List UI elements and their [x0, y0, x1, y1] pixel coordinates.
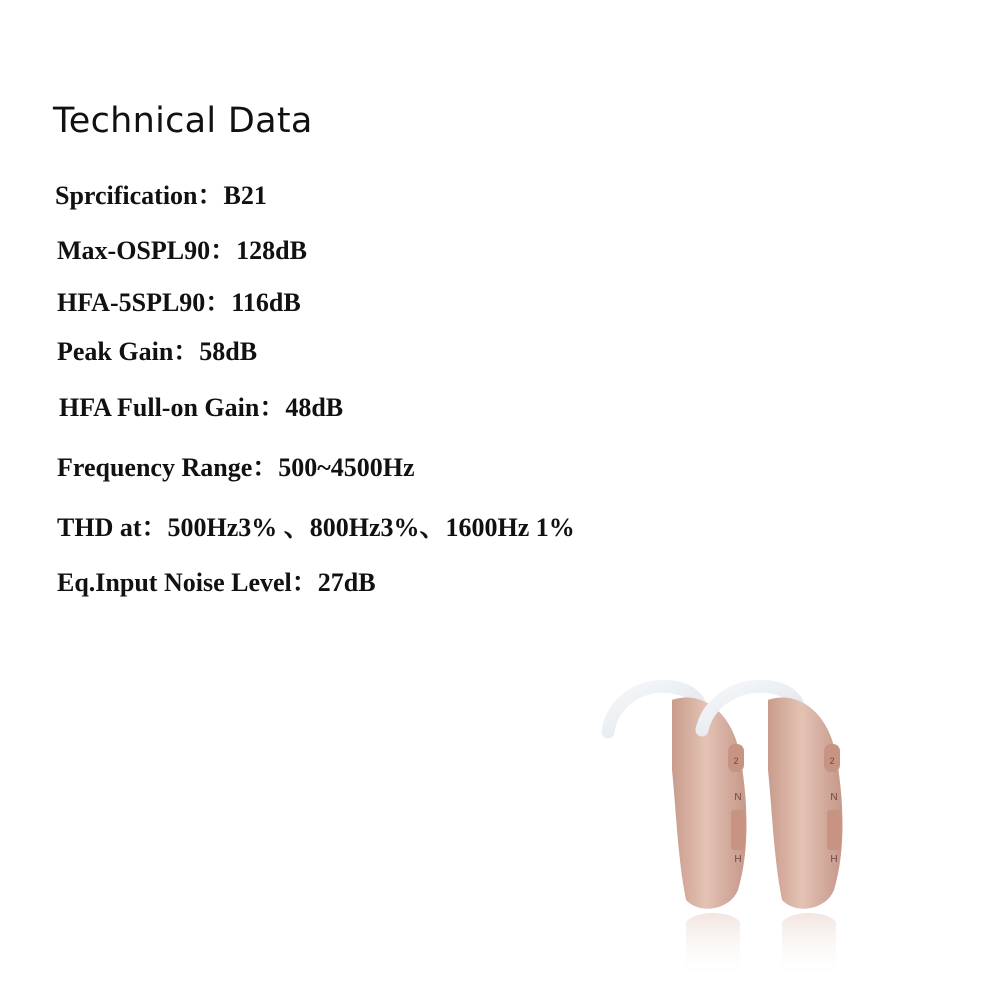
spec-thd [57, 512, 575, 544]
spec-peak-gain [57, 336, 257, 368]
spec-value: 27dB [317, 568, 376, 597]
spec-label: Sprcification： [55, 181, 224, 210]
page-title: Technical Data [53, 101, 313, 141]
spec-label: Max-OSPL90： [57, 236, 237, 265]
spec-value: B21 [223, 181, 267, 210]
spec-value: 500~4500Hz [278, 453, 415, 482]
switch-bottom-mark: H [734, 854, 742, 865]
spec-max-ospl90 [57, 235, 307, 267]
volume-dial-mark: 2 [733, 756, 739, 766]
spec-specification [55, 180, 267, 212]
switch-top-mark: N [830, 792, 838, 803]
spec-label: Peak Gain： [57, 337, 200, 366]
spec-label: HFA-5SPL90： [57, 288, 232, 317]
spec-value: 116dB [231, 288, 301, 317]
spec-value: 58dB [199, 337, 258, 366]
spec-frequency-range [57, 452, 415, 484]
spec-label: Eq.Input Noise Level： [57, 568, 318, 597]
spec-value: 128dB [236, 236, 307, 265]
spec-label: Frequency Range： [57, 453, 279, 482]
spec-hfa-5spl90 [57, 287, 301, 319]
switch-bottom-mark: H [830, 854, 838, 865]
spec-value: 500Hz3% 、800Hz3%、1600Hz 1% [167, 513, 575, 542]
spec-eq-input-noise [57, 567, 376, 599]
switch-top-mark: N [734, 792, 742, 803]
spec-hfa-full-on-gain [59, 392, 343, 424]
spec-label: HFA Full-on Gain： [59, 393, 286, 422]
spec-label: THD at： [57, 513, 168, 542]
volume-dial-mark: 2 [829, 756, 835, 766]
spec-value: 48dB [285, 393, 344, 422]
hearing-aid-left [608, 686, 747, 980]
hearing-aid-product-image [590, 660, 880, 1000]
